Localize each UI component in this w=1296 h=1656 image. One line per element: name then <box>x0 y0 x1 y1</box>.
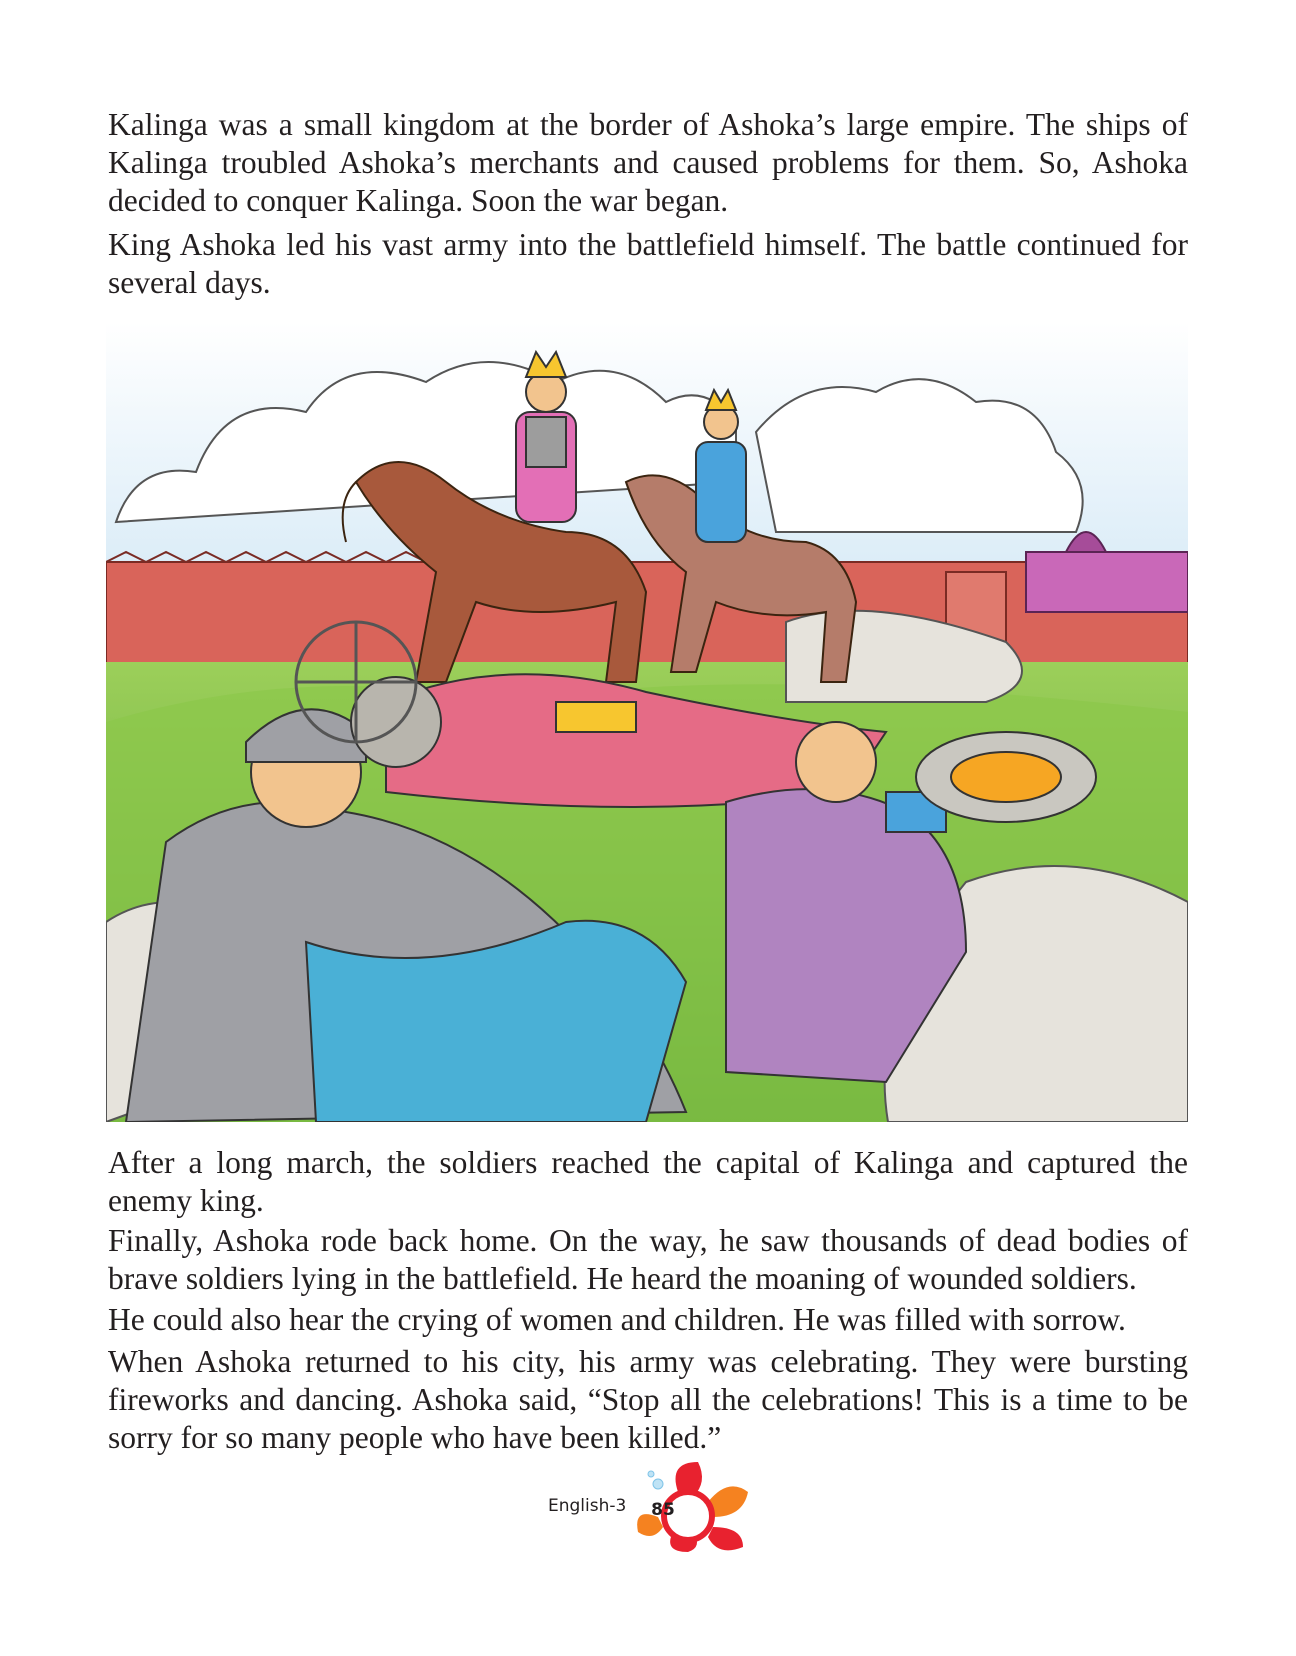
paragraph-battle: King Ashoka led his vast army into the battlefield himself. The battle continued for several days. <box>108 227 1188 300</box>
chariot-wheel <box>296 622 416 742</box>
paragraph-capital: After a long march, the soldiers reached the capital of Kalinga and captured the enemy king. <box>108 1145 1188 1218</box>
paragraph-return: Finally, Ashoka rode back home. On the way, he saw thousands of dead bodies of brave soldiers lying in the battlefield. He heard the moaning of wounded soldiers. <box>108 1223 1188 1296</box>
shield <box>916 732 1096 822</box>
paragraph-sorrow: He could also hear the crying of women and children. He was filled with sorrow. <box>108 1302 1126 1337</box>
paragraph-celebration: When Ashoka returned to his city, his army was celebrating. They were bursting fireworks and dancing. Ashoka said, “Stop all the celebrations! This is a time to be sorry for so many people who have been killed.” <box>108 1344 1188 1455</box>
battlefield-illustration <box>106 322 1188 1122</box>
page-number: 85 <box>651 1500 675 1520</box>
page-footer <box>540 1462 760 1552</box>
book-label: English-3 <box>548 1496 627 1516</box>
paragraph-intro: Kalinga was a small kingdom at the border of Ashoka’s large empire. The ships of Kalinga troubled Ashoka’s merchants and caused problems for them. So, Ashoka decided to conquer Kalinga. Soon the war began. <box>108 107 1188 218</box>
rider-ashoka <box>516 352 576 522</box>
